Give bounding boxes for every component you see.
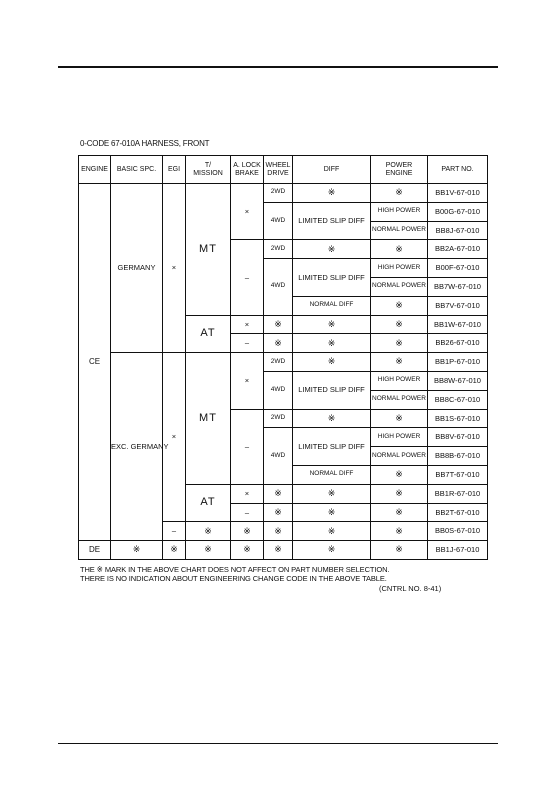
egi-cross: × [163,184,186,353]
part-number: BB7T-67-010 [428,465,488,484]
part-number: BB1R-67-010 [428,484,488,503]
diff-mark: ※ [293,315,371,334]
part-number: BB7V-67-010 [428,296,488,315]
part-number: BB8J-67-010 [428,221,488,240]
abs-dash: – [231,503,264,522]
drive-4wd: 4WD [264,259,293,315]
power-normal: NORMAL POWER [371,447,428,466]
note-engineering-change: THERE IS NO INDICATION ABOUT ENGINEERING CHANGE CODE IN THE ABOVE TABLE. [80,574,387,583]
drive-4wd: 4WD [264,202,293,240]
abs-dash: – [231,240,264,315]
abs-cross: × [231,184,264,240]
power-mark: ※ [371,503,428,522]
part-number: BB8C-67-010 [428,390,488,409]
header-t-mission: T/ MISSION [186,156,231,184]
note-mark-explanation: THE ※ MARK IN THE ABOVE CHART DOES NOT AFFECT ON PART NUMBER SELECTION. [80,565,390,574]
parts-table [78,155,488,560]
header-egi: EGI [163,156,186,184]
abs-cross: × [231,315,264,334]
part-number: BB8V-67-010 [428,428,488,447]
mission-at: AT [186,315,231,353]
power-normal: NORMAL POWER [371,221,428,240]
abs-mark: ※ [231,522,264,541]
drive-mark: ※ [264,522,293,541]
power-mark: ※ [371,465,428,484]
drive-mark: ※ [264,503,293,522]
mission-mark: ※ [186,522,231,541]
diff-normal: NORMAL DIFF [293,465,371,484]
mission-mt: MT [186,353,231,485]
drive-4wd: 4WD [264,371,293,409]
power-mark: ※ [371,315,428,334]
abs-cross: × [231,353,264,409]
part-number: BB8W-67-010 [428,371,488,390]
part-number: BB8B-67-010 [428,447,488,466]
diff-mark: ※ [293,522,371,541]
top-rule [58,66,498,68]
header-wheel-drive: WHEEL DRIVE [264,156,293,184]
engine-ce: CE [79,184,111,541]
egi-dash: – [163,522,186,541]
drive-4wd: 4WD [264,428,293,484]
drive-2wd: 2WD [264,409,293,428]
power-mark: ※ [371,484,428,503]
power-high: HIGH POWER [371,259,428,278]
power-high: HIGH POWER [371,428,428,447]
diff-limited-slip: LIMITED SLIP DIFF [293,259,371,297]
egi-mark: ※ [163,541,186,560]
power-mark: ※ [371,409,428,428]
part-number: BB2T-67-010 [428,503,488,522]
diff-mark: ※ [293,541,371,560]
abs-mark: ※ [231,541,264,560]
table-caption: 0-CODE 67-010A HARNESS, FRONT [80,139,210,148]
abs-dash: – [231,409,264,484]
power-high: HIGH POWER [371,202,428,221]
power-high: HIGH POWER [371,371,428,390]
engine-de: DE [79,541,111,560]
drive-mark: ※ [264,484,293,503]
header-power-engine: POWER ENGINE [371,156,428,184]
mission-mt: MT [186,184,231,316]
basic-spec-mark: ※ [111,541,163,560]
header-diff: DIFF [293,156,371,184]
part-number: B00F-67-010 [428,259,488,278]
header-part-no: PART NO. [428,156,488,184]
header-row [79,156,488,184]
diff-mark: ※ [293,184,371,203]
drive-mark: ※ [264,315,293,334]
power-mark: ※ [371,184,428,203]
drive-mark: ※ [264,334,293,353]
control-number: (CNTRL NO. 8-41) [379,584,442,593]
table-row [79,541,488,560]
diff-mark: ※ [293,334,371,353]
abs-dash: – [231,334,264,353]
diff-mark: ※ [293,353,371,372]
diff-mark: ※ [293,409,371,428]
egi-cross: × [163,353,186,522]
abs-cross: × [231,484,264,503]
part-number: BB1P-67-010 [428,353,488,372]
drive-2wd: 2WD [264,184,293,203]
part-number: BB1J-67-010 [428,541,488,560]
power-mark: ※ [371,334,428,353]
part-number: B00G-67-010 [428,202,488,221]
mission-mark: ※ [186,541,231,560]
table-row [79,184,488,203]
drive-2wd: 2WD [264,353,293,372]
power-mark: ※ [371,522,428,541]
part-number: BB1S-67-010 [428,409,488,428]
power-mark: ※ [371,296,428,315]
header-a-lock-brake: A. LOCK BRAKE [231,156,264,184]
bottom-rule [58,743,498,744]
diff-limited-slip: LIMITED SLIP DIFF [293,428,371,466]
drive-2wd: 2WD [264,240,293,259]
part-number: BB1W-67-010 [428,315,488,334]
header-engine: ENGINE [79,156,111,184]
diff-normal: NORMAL DIFF [293,296,371,315]
diff-mark: ※ [293,240,371,259]
mission-at: AT [186,484,231,522]
diff-mark: ※ [293,503,371,522]
basic-spec-germany: GERMANY [111,184,163,353]
basic-spec-exc-germany: EXC. GERMANY [111,353,163,541]
power-mark: ※ [371,541,428,560]
part-number: BB26-67-010 [428,334,488,353]
header-basic-spec: BASIC SPC. [111,156,163,184]
diff-limited-slip: LIMITED SLIP DIFF [293,202,371,240]
diff-mark: ※ [293,484,371,503]
power-mark: ※ [371,240,428,259]
part-number: BB2A-67-010 [428,240,488,259]
part-number: BB1V-67-010 [428,184,488,203]
power-normal: NORMAL POWER [371,390,428,409]
power-mark: ※ [371,353,428,372]
diff-limited-slip: LIMITED SLIP DIFF [293,371,371,409]
power-normal: NORMAL POWER [371,277,428,296]
part-number: BB0S-67-010 [428,522,488,541]
part-number: BB7W-67-010 [428,277,488,296]
drive-mark: ※ [264,541,293,560]
table-row [79,353,488,372]
